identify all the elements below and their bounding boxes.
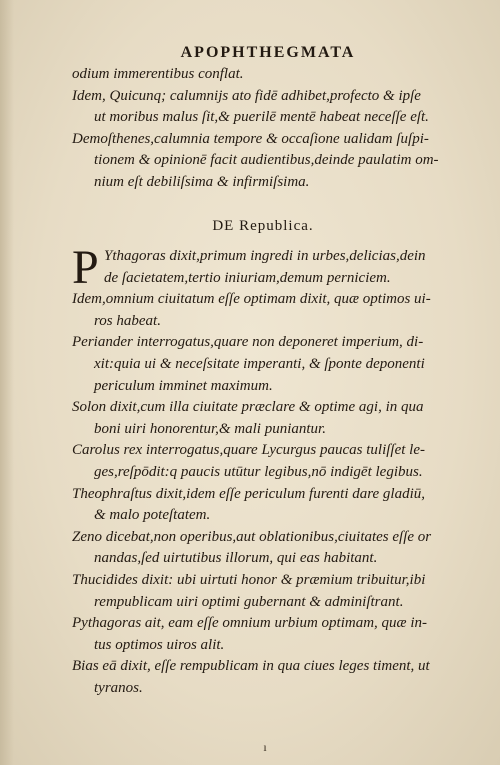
text-line: nium eſt debiliſsima & infirmiſsima. xyxy=(94,173,310,190)
section-2-text xyxy=(72,241,458,699)
paragraph xyxy=(72,656,458,699)
paragraph xyxy=(72,397,458,440)
paragraph xyxy=(72,289,458,332)
text-line: Ythagoras dixit,primum ingredi in urbes,delicias,dein xyxy=(104,248,426,264)
text-line: Bias eā dixit, eſſe rempublicam in qua ciues leges timent, ut xyxy=(72,658,430,675)
paragraph xyxy=(72,613,458,656)
text-line: Demoſthenes,calumnia tempore & occaſione ualidam ſuſpi- xyxy=(72,130,429,147)
text-line: nandas,ſed uirtutibus illorum, qui eas habitant. xyxy=(94,550,378,567)
text-line: tionem & opinionē facit audientibus,deinde paulatim om- xyxy=(94,152,439,169)
text-line: ges,reſpōdit:q paucis utūtur legibus,nō indigēt legibus. xyxy=(94,463,423,480)
text-line: odium immerentibus conflat. xyxy=(72,66,244,82)
running-title: APOPHTHEGMATA xyxy=(180,44,356,61)
text-line: boni uiri honorentur,& mali puniantur. xyxy=(94,420,326,437)
text-line: ros habeat. xyxy=(94,312,161,329)
text-line: Pythagoras ait, eam eſſe omnium urbium optimam, quæ in- xyxy=(72,615,427,632)
text-line: Idem, Quicunq; calumnijs ato fidē adhibet,profecto & ipſe xyxy=(72,87,421,104)
section-heading: DE Republica. xyxy=(212,218,314,234)
text-line: & malo poteſtatem. xyxy=(94,507,211,524)
text-line: tus optimos uiros alit. xyxy=(94,636,225,653)
text-line: xit:quia ui & neceſsitate imperanti, & ſponte deponenti xyxy=(94,355,425,372)
paragraph xyxy=(72,64,458,86)
drop-cap: P xyxy=(72,241,99,294)
text-line: Idem,omnium ciuitatum eſſe optimam dixit, quæ optimos ui- xyxy=(72,291,431,308)
text-line: Theophraſtus dixit,idem eſſe periculum furenti dare gladiū, xyxy=(72,485,426,502)
text-line: tyranos. xyxy=(94,679,143,696)
paragraph xyxy=(72,440,458,483)
text-line: Periander interrogatus,quare non deponeret imperium, di- xyxy=(72,334,424,351)
paragraph xyxy=(72,484,458,527)
signature-mark: ı xyxy=(263,740,267,754)
text-line: Zeno dicebat,non operibus,aut oblationibus,ciuitates eſſe or xyxy=(72,528,432,545)
text-line: rempublicam uiri optimi gubernant & adminiſtrant. xyxy=(94,593,404,610)
paragraph xyxy=(72,570,458,613)
text-line: ut moribus malus ſit,& puerilē mentē habeat neceſſe eſt. xyxy=(94,109,429,126)
text-line: Solon dixit,cum illa ciuitate præclare & optime agi, in qua xyxy=(72,399,424,416)
section-1-text xyxy=(72,64,458,194)
text-line: Thucidides dixit: ubi uirtuti honor & præmium tribuitur,ibi xyxy=(72,571,426,588)
paragraph xyxy=(72,129,458,194)
text-line: Carolus rex interrogatus,quare Lycurgus paucas tuliſſet le- xyxy=(72,442,425,459)
text-line: periculum imminet maximum. xyxy=(94,377,273,394)
paragraph xyxy=(72,527,458,570)
paragraph xyxy=(72,86,458,129)
opening-paragraph xyxy=(72,241,458,294)
paragraph xyxy=(72,332,458,397)
text-line: de ſacietatem,tertio iniuriam,demum perniciem. xyxy=(104,269,391,286)
page-gutter-shadow xyxy=(0,0,14,765)
